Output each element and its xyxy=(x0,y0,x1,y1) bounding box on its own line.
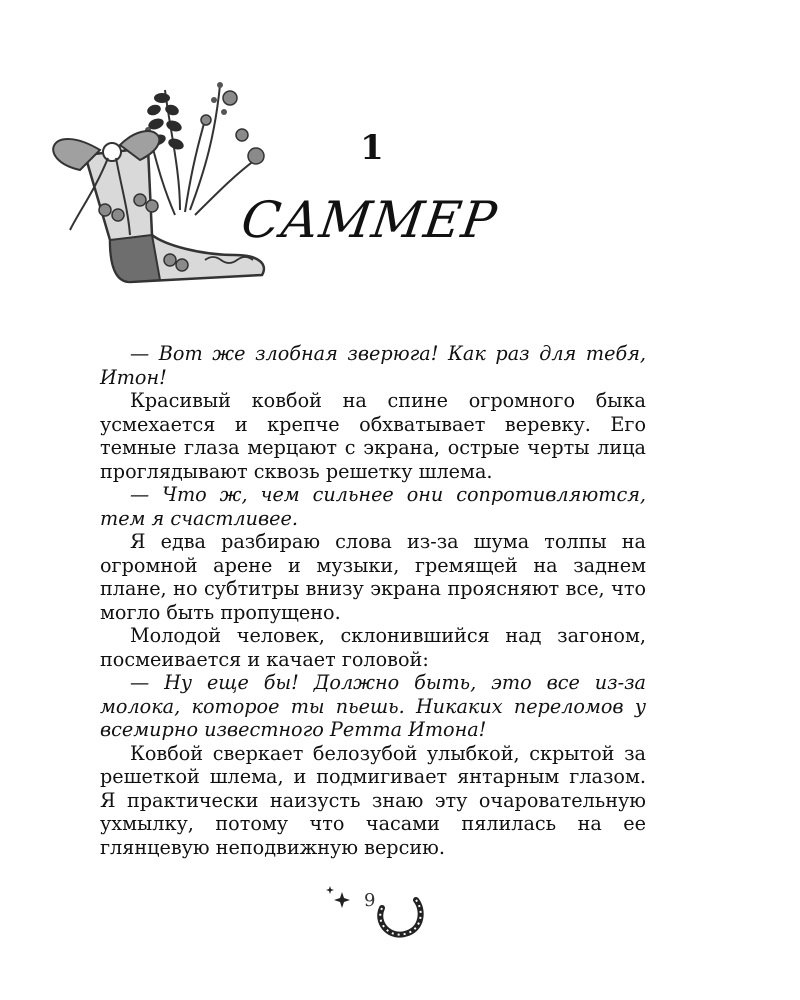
sparkle-icon xyxy=(326,886,350,908)
chapter-title: САММЕР xyxy=(237,191,501,249)
paragraph: Я едва разбираю слова из-за шума толпы на огромной арене и музыки, гремящей на заднем плане, но субтитры внизу экрана проясняют все, что могло быть пропущено. xyxy=(100,530,646,624)
paragraph: — Ну еще бы! Должно быть, это все из-за молока, которое ты пьешь. Никаких переломов у всемирно известного Ретта Итона! xyxy=(100,671,646,741)
horseshoe-icon xyxy=(380,900,420,935)
paragraph: Ковбой сверкает белозубой улыбкой, скрытой за решеткой шлема, и подмигивает янтарным глазом. Я практически наизусть знаю эту очаровательную ухмылку, потому что часами пялилась на ее глянцевую неподвижную версию. xyxy=(100,741,646,859)
page-number: 9 xyxy=(364,890,376,911)
paragraph: — Вот же злобная зверюга! Как раз для тебя, Итон! xyxy=(100,342,646,389)
paragraph: — Что ж, чем сильнее они сопротивляются, тем я счастливее. xyxy=(100,483,646,530)
paragraph: Молодой человек, склонившийся над загоном, посмеивается и качает головой: xyxy=(100,624,646,671)
body-text xyxy=(100,342,646,859)
paragraph: Красивый ковбой на спине огромного быка усмехается и крепче обхватывает веревку. Его темные глаза мерцают с экрана, острые черты лица проглядывают сквозь решетку шлема. xyxy=(100,389,646,483)
footer-decoration xyxy=(320,878,440,948)
cowboy-boot-with-flowers-icon xyxy=(30,60,290,310)
chapter-number: 1 xyxy=(360,128,384,168)
